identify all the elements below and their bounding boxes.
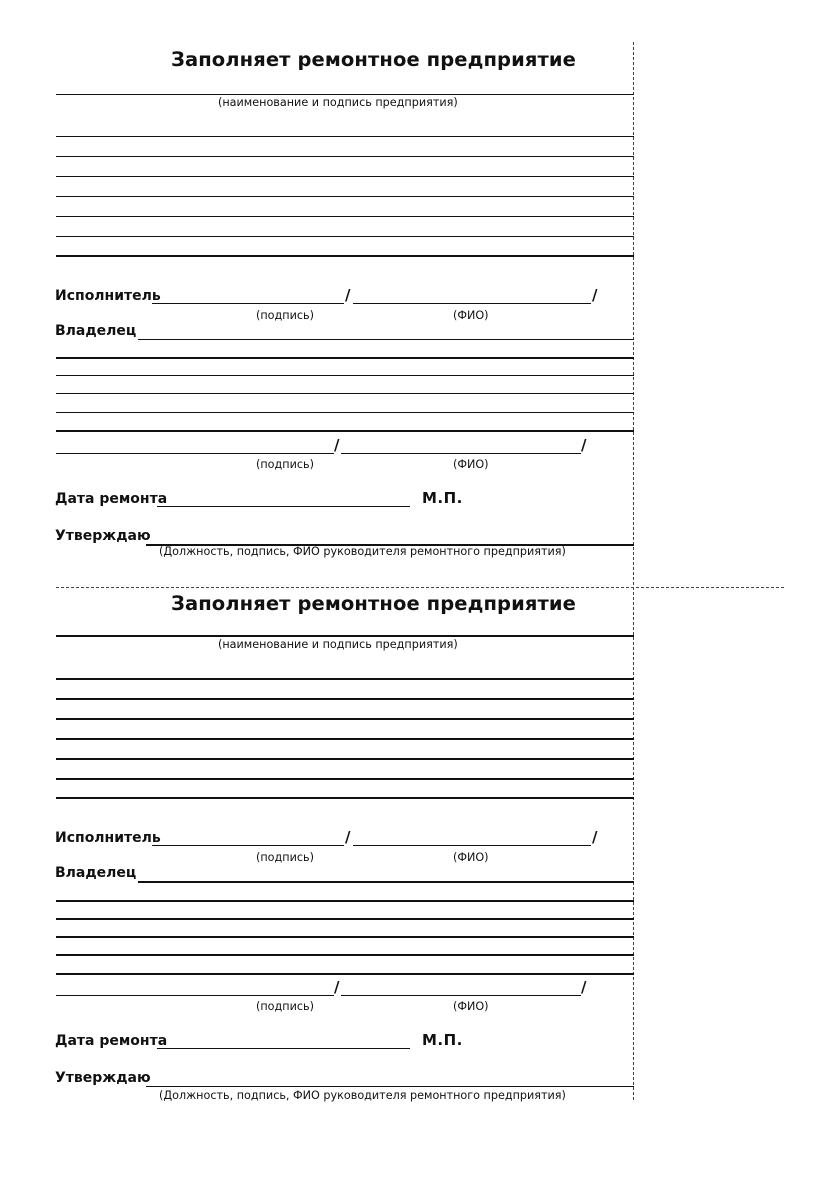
- work-line[interactable]: [56, 216, 634, 217]
- work-line[interactable]: [56, 778, 634, 780]
- cut-line-vertical: [633, 42, 634, 1100]
- separator-slash: /: [334, 436, 340, 454]
- enterprise-caption: (наименование и подпись предприятия): [218, 638, 458, 651]
- repair-date-label: Дата ремонта: [55, 1033, 168, 1049]
- executor-fio-line[interactable]: [353, 303, 591, 304]
- executor-label: Исполнитель: [55, 830, 161, 846]
- owner-label: Владелец: [55, 323, 137, 339]
- owner-signature-caption: (подпись): [256, 1000, 314, 1013]
- owner-line[interactable]: [56, 412, 634, 413]
- owner-line[interactable]: [138, 339, 634, 340]
- work-line[interactable]: [56, 718, 634, 720]
- work-line[interactable]: [56, 797, 634, 799]
- owner-line[interactable]: [56, 357, 634, 359]
- cut-line-horizontal: [56, 587, 784, 588]
- repair-date-label: Дата ремонта: [55, 491, 168, 507]
- separator-slash: /: [334, 978, 340, 996]
- owner-line[interactable]: [56, 430, 634, 432]
- owner-line[interactable]: [56, 393, 634, 394]
- work-line[interactable]: [56, 255, 634, 257]
- executor-fio-line[interactable]: [353, 845, 591, 846]
- owner-fio-caption: (ФИО): [453, 458, 489, 471]
- separator-slash: /: [345, 286, 351, 304]
- separator-slash: /: [592, 286, 598, 304]
- repair-date-line[interactable]: [157, 506, 410, 507]
- fio-caption: (ФИО): [453, 851, 489, 864]
- work-line[interactable]: [56, 758, 634, 760]
- executor-signature-line[interactable]: [152, 845, 344, 846]
- owner-fio-line[interactable]: [341, 995, 581, 996]
- stamp-label: М.П.: [422, 489, 463, 507]
- owner-fio-caption: (ФИО): [453, 1000, 489, 1013]
- work-line[interactable]: [56, 678, 634, 680]
- approve-line[interactable]: [146, 1086, 634, 1087]
- form-title: Заполняет ремонтное предприятие: [171, 48, 576, 71]
- work-line[interactable]: [56, 738, 634, 740]
- owner-line[interactable]: [56, 936, 634, 938]
- owner-signature-line[interactable]: [56, 995, 334, 996]
- owner-signature-line[interactable]: [56, 453, 334, 454]
- owner-line[interactable]: [56, 375, 634, 376]
- owner-line[interactable]: [56, 973, 634, 975]
- work-line[interactable]: [56, 196, 634, 197]
- separator-slash: /: [345, 828, 351, 846]
- work-line[interactable]: [56, 136, 634, 137]
- owner-line[interactable]: [138, 881, 634, 883]
- owner-line[interactable]: [56, 954, 634, 956]
- enterprise-line[interactable]: [56, 94, 634, 95]
- form-title: Заполняет ремонтное предприятие: [171, 592, 576, 615]
- owner-line[interactable]: [56, 918, 634, 920]
- owner-signature-caption: (подпись): [256, 458, 314, 471]
- owner-fio-line[interactable]: [341, 453, 581, 454]
- signature-caption: (подпись): [256, 851, 314, 864]
- repair-date-line[interactable]: [157, 1048, 410, 1049]
- owner-line[interactable]: [56, 900, 634, 902]
- signature-caption: (подпись): [256, 309, 314, 322]
- approve-caption: (Должность, подпись, ФИО руководителя ремонтного предприятия): [159, 545, 566, 558]
- owner-label: Владелец: [55, 865, 137, 881]
- approve-label: Утверждаю: [55, 1070, 151, 1086]
- work-line[interactable]: [56, 156, 634, 157]
- work-line[interactable]: [56, 176, 634, 177]
- enterprise-line[interactable]: [56, 635, 634, 637]
- approve-label: Утверждаю: [55, 528, 151, 544]
- executor-label: Исполнитель: [55, 288, 161, 304]
- stamp-label: М.П.: [422, 1031, 463, 1049]
- work-line[interactable]: [56, 698, 634, 700]
- enterprise-caption: (наименование и подпись предприятия): [218, 96, 458, 109]
- approve-caption: (Должность, подпись, ФИО руководителя ремонтного предприятия): [159, 1089, 566, 1102]
- fio-caption: (ФИО): [453, 309, 489, 322]
- separator-slash: /: [592, 828, 598, 846]
- work-line[interactable]: [56, 236, 634, 237]
- separator-slash: /: [581, 978, 587, 996]
- separator-slash: /: [581, 436, 587, 454]
- executor-signature-line[interactable]: [152, 303, 344, 304]
